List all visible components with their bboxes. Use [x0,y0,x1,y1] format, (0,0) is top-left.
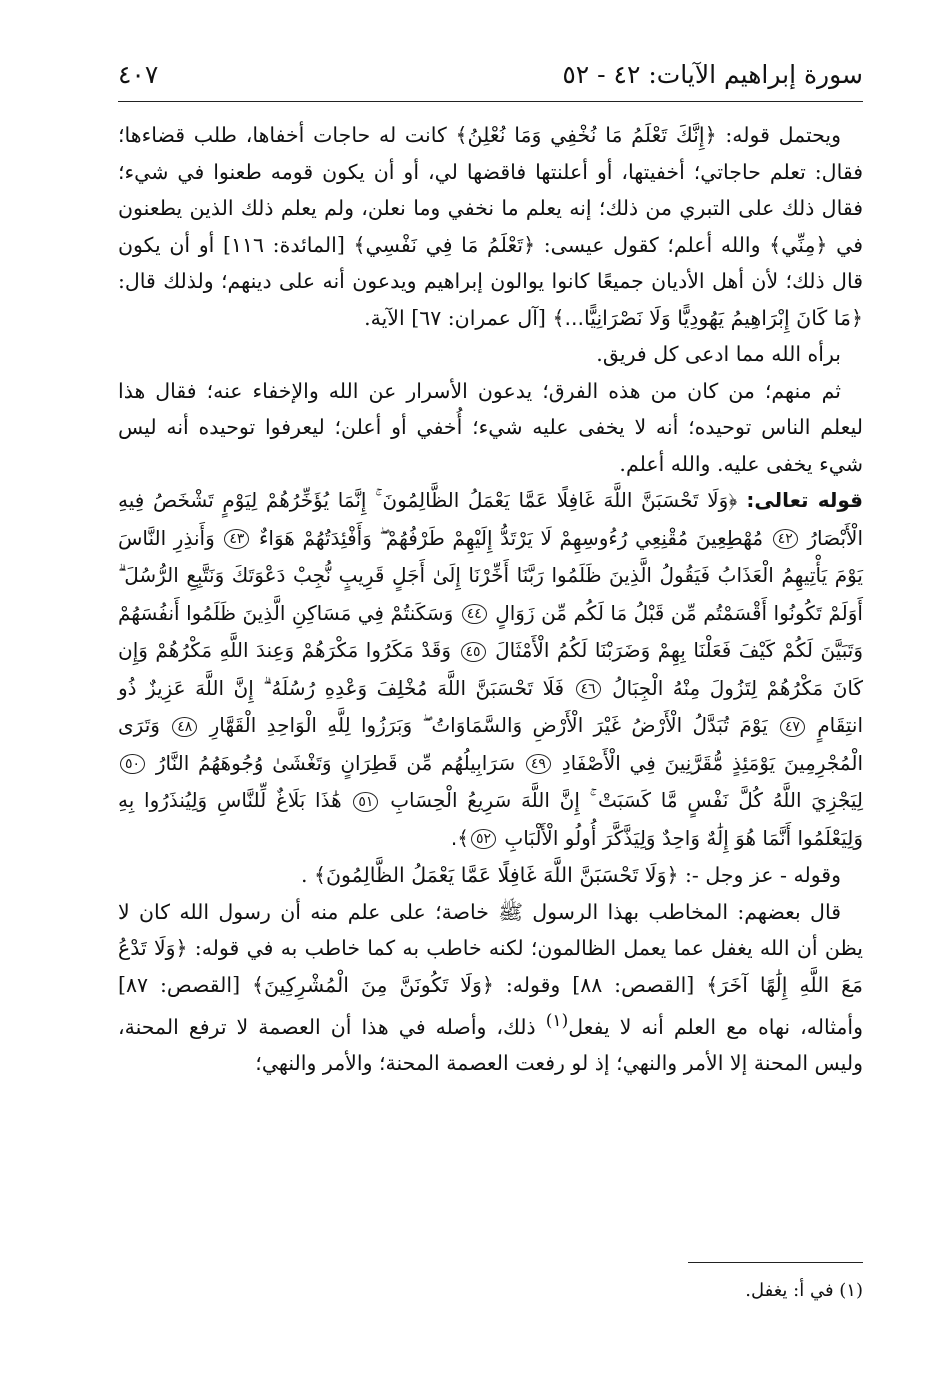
paragraph-2: برأه الله مما ادعى كل فريق. [596,342,841,366]
quran-quote: ﴿وَلَا تَكُونَنَّ مِنَ الْمُشْرِكِينَ﴾ [252,972,494,997]
verse-48: يَوْمَ تُبَدَّلُ الْأَرْضُ غَيْرَ الْأَرْضِ وَالسَّمَاوَاتُ ۖ وَبَرَزُوا لِلَّهِ الْوَاحِدِ الْقَهَّارِ [209,713,768,737]
verse-51: لِيَجْزِيَ اللَّهُ كُلَّ نَفْسٍ مَّا كَسَبَتْ ۚ إِنَّ اللَّهَ سَرِيعُ الْحِسَابِ [390,788,864,812]
text-run: . [300,863,314,887]
text-run: والله أعلم؛ كقول عيسى: [535,232,770,257]
quran-lead-label: قوله تعالى: [737,488,864,512]
header-rule [118,101,863,102]
verse-44: وَأَنذِرِ النَّاسَ يَوْمَ يَأْتِيهِمُ الْعَذَابُ فَيَقُولُ الَّذِينَ ظَلَمُوا رَبَّنَا أَخِّرْنَا إِلَىٰ أَجَلٍ قَرِيبٍ نُّجِبْ دَعْوَتَكَ وَنَتَّبِعِ الرُّسُلَ ۗ أَوَلَمْ تَكُونُوا أَقْسَمْتُم مِّن قَبْلُ مَا لَكُم مِّن زَوَالٍ [118,525,863,625]
verse-43: مُهْطِعِينَ مُقْنِعِي رُءُوسِهِمْ لَا يَرْتَدُّ إِلَيْهِمْ طَرْفُهُمْ ۖ وَأَفْئِدَتُهُمْ هَوَاءٌ [259,525,764,550]
footnote-rule [688,1262,863,1263]
verse-52: هَٰذَا بَلَاغٌ لِّلنَّاسِ وَلِيُنذَرُوا بِهِ وَلِيَعْلَمُوا أَنَّمَا هُوَ إِلَٰهٌ وَاحِدٌ وَلِيَذَّكَّرَ أُولُو الْأَلْبَابِ [118,788,863,850]
quran-quote: ﴿مَا كَانَ إِبْرَاهِيمُ يَهُودِيًّا وَلَا نَصْرَانِيًّا...﴾ [552,305,863,330]
page-number: ٤٠٧ [118,60,159,89]
footnote-marker: (١) [545,1011,569,1031]
body-text [118,117,863,1082]
ayah-number-marker: ٥٢ [471,829,496,849]
verse-49: وَتَرَى الْمُجْرِمِينَ يَوْمَئِذٍ مُّقَرَّنِينَ فِي الْأَصْفَادِ [118,713,864,775]
paragraph-6 [118,894,863,1082]
footnote: (١) في أ: يغفل. [745,1280,863,1301]
quran-passage [118,482,863,857]
paragraph-3: ثم منهم؛ من كان من هذه الفرق؛ يدعون الأسرار عن الله والإخفاء عنه؛ فقال هذا ليعلم الناس توحيده؛ أنه لا يخفى عليه شيء؛ أُخفي أو أعلن؛ ليعرفوا توحيده أنه ليس شيء يخفى عليه. والله أعلم. [118,378,863,476]
ayah-number-marker: ٤٦ [576,679,601,699]
quran-quote: ﴿تَعْلَمُ مَا فِي نَفْسِي﴾ [353,232,536,257]
ayah-number-marker: ٤٤ [462,604,487,624]
ayah-number-marker: ٤٥ [461,642,486,662]
ayah-number-marker: ٤٣ [224,529,249,549]
text-run: [المائدة: ١١٦] أو أن يكون قال ذلك؛ لأن أهل الأديان جميعًا كانوا يوالون إبراهيم ويدعون أنه على دينهم؛ ولذلك قال: [118,232,863,293]
quran-close-bracket: ﴾. [450,825,469,850]
text-run: كانت له حاجات أخفاها، طلب قضاءها؛ فقال: تعلم حاجاتي؛ أخفيتها، أو أعلنتها فاقضها لي، أو أن يكون قومه طعنوا في شيء؛ فقال ذلك على التبري من ذلك؛ إنه يعلم ما نخفي وما نعلن، ولم يعلم ذلك الذين يطعنون في [118,123,863,257]
verse-42: ﴿وَلَا تَحْسَبَنَّ اللَّهَ غَافِلًا عَمَّا يَعْمَلُ الظَّالِمُونَ ۚ إِنَّمَا يُؤَخِّرُهُمْ لِيَوْمٍ تَشْخَصُ فِيهِ الْأَبْصَارُ [118,488,864,550]
page-header [118,58,863,94]
ayah-number-marker: ٥١ [353,792,378,812]
text-run: وقوله - عز وجل -: [678,863,841,887]
quran-quote: ﴿مِنِّي﴾ [769,232,828,257]
text-run: [القصص: ٨٧] وأمثاله، نهاه مع العلم أنه لا يفعل [118,972,863,1039]
quran-quote: ﴿وَلَا تَدْعُ مَعَ اللَّهِ إِلَٰهًا آخَرَ﴾ [118,936,863,997]
ayah-number-marker: ٤٨ [172,717,197,737]
ayah-number-marker: ٤٢ [773,529,798,549]
text-run: [القصص: ٨٨] وقوله: [493,972,707,997]
text-run: قال بعضهم: المخاطب بهذا الرسول ﷺ خاصة؛ على علم منه أن رسول الله كان لا يظن أن الله يغفل عما يعمل الظالمون؛ لكنه خاطب به كما خاطب به في قوله: [118,899,863,960]
text-run: [آل عمران: ٦٧] الآية. [364,305,553,330]
quran-quote: ﴿وَلَا تَحْسَبَنَّ اللَّهَ غَافِلًا عَمَّا يَعْمَلُ الظَّالِمُونَ﴾ [313,863,679,887]
verse-47: فَلَا تَحْسَبَنَّ اللَّهَ مُخْلِفَ وَعْدِهِ رُسُلَهُ ۗ إِنَّ اللَّهَ عَزِيزٌ ذُو انتِقَامٍ [118,675,864,737]
verse-46: وَقَدْ مَكَرُوا مَكْرَهُمْ وَعِندَ اللَّهِ مَكْرُهُمْ وَإِن كَانَ مَكْرُهُمْ لِتَزُولَ مِنْهُ الْجِبَالُ [118,638,864,700]
paragraph-1 [118,117,863,336]
paragraph-5 [118,857,863,894]
ayah-number-marker: ٥٠ [120,754,145,774]
running-title: سورة إبراهيم الآيات: ٤٢ - ٥٢ [562,60,863,89]
ayah-number-marker: ٤٩ [526,754,551,774]
ayah-number-marker: ٤٧ [780,717,805,737]
verse-50: سَرَابِيلُهُم مِّن قَطِرَانٍ وَتَغْشَىٰ وُجُوهَهُمُ النَّارُ [155,750,516,775]
quran-quote: ﴿إِنَّكَ تَعْلَمُ مَا نُخْفِي وَمَا نُعْلِنُ﴾ [455,123,717,147]
text-run: ويحتمل قوله: [716,123,841,147]
verse-45: وَسَكَنتُمْ فِي مَسَاكِنِ الَّذِينَ ظَلَمُوا أَنفُسَهُمْ وَتَبَيَّنَ لَكُمْ كَيْفَ فَعَلْنَا بِهِمْ وَضَرَبْنَا لَكُمُ الْأَمْثَالَ [118,600,863,662]
text-run: ذلك، وأصله في هذا أن العصمة لا ترفع المحنة، وليس المحنة إلا الأمر والنهي؛ إذ لو رفعت العصمة المحنة؛ والأمر والنهي؛ [118,1014,863,1076]
